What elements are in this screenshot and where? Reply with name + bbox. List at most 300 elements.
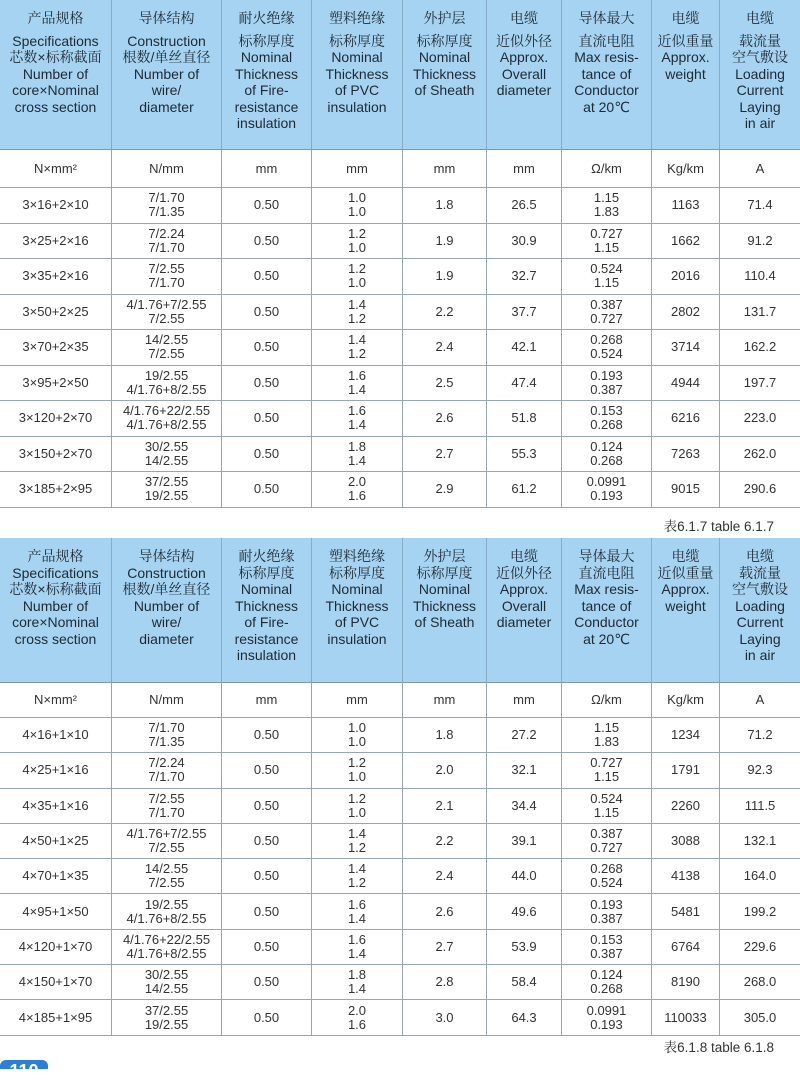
header-line: 近似重量: [657, 32, 714, 49]
row-5-resistance: [562, 330, 652, 366]
pvc-insulation-value: 1.0: [347, 275, 367, 291]
construction-value: 7/1.35: [148, 204, 185, 220]
pvc-insulation-value: 1.6: [347, 403, 367, 419]
row-7-weight: 6764: [652, 930, 720, 965]
row-1-weight: 1163: [652, 188, 720, 224]
construction-value: 7/2.55: [148, 346, 185, 362]
row-7-resistance: [562, 930, 652, 965]
pvc-insulation-value: 1.0: [347, 720, 367, 736]
row-2-weight: 1791: [652, 753, 720, 788]
header-weight: [652, 0, 720, 150]
header-line: 外护层: [423, 548, 466, 564]
header-line: 电缆: [510, 10, 538, 26]
resistance-value: 1.15: [593, 804, 620, 820]
header-pvc-insulation: [312, 0, 403, 150]
row-8-fire-insulation: 0.50: [222, 437, 312, 473]
resistance-value: 0.387: [590, 381, 623, 397]
resistance-value: 1.83: [593, 734, 620, 750]
resistance-value: 0.268: [590, 981, 623, 997]
row-4-pvc-insulation: [312, 295, 403, 331]
header-line: resistance: [234, 98, 299, 115]
pvc-insulation-value: 1.2: [347, 790, 367, 806]
row-3-construction: [112, 259, 222, 295]
resistance-value: 1.15: [593, 190, 620, 206]
row-3-sheath: 1.9: [403, 259, 487, 295]
construction-value: 30/2.55: [144, 967, 189, 983]
header-line: Loading: [735, 65, 785, 82]
resistance-value: 1.83: [593, 204, 620, 220]
header-line: weight: [665, 597, 706, 614]
header-line: of PVC: [334, 82, 380, 98]
row-4-current: 131.7: [720, 295, 800, 331]
unit-fire-insulation: mm: [222, 150, 312, 188]
header-line: Number of: [133, 65, 200, 82]
header-line: Thickness: [325, 65, 389, 82]
row-9-current: 305.0: [720, 1000, 800, 1035]
header-line: Nominal: [240, 49, 293, 65]
pvc-insulation-value: 1.2: [347, 875, 367, 891]
header-line: Nominal: [418, 581, 471, 597]
row-3-fire-insulation: 0.50: [222, 789, 312, 824]
row-8-current: 268.0: [720, 965, 800, 1000]
header-line: Max resis-: [574, 581, 639, 597]
resistance-value: 0.153: [590, 931, 623, 947]
header-line: Thickness: [412, 597, 477, 614]
header-line: Overall: [501, 65, 547, 82]
header-construction: [112, 0, 222, 150]
header-line: 电缆: [746, 10, 774, 26]
header-spec: [0, 538, 112, 683]
page-number: 110: [0, 1060, 48, 1069]
row-6-resistance: [562, 894, 652, 929]
construction-value: 4/1.76+22/2.55: [122, 931, 211, 947]
resistance-value: 0.193: [590, 896, 623, 912]
row-3-spec: 4×35+1×16: [0, 789, 112, 824]
row-3-weight: 2016: [652, 259, 720, 295]
resistance-value: 0.268: [590, 861, 623, 877]
header-fire-insulation: [222, 0, 312, 150]
row-2-current: 92.3: [720, 753, 800, 788]
construction-value: 4/1.76+7/2.55: [126, 296, 207, 312]
construction-value: 4/1.76+22/2.55: [122, 403, 211, 419]
header-line: 空气敷设: [732, 581, 788, 597]
pvc-insulation-value: 1.6: [347, 896, 367, 912]
header-line: cross section: [14, 98, 97, 115]
resistance-value: 0.727: [590, 755, 623, 771]
pvc-insulation-value: 1.2: [347, 840, 367, 856]
header-line: diameter: [496, 614, 552, 630]
header-current: [720, 0, 800, 150]
unit-sheath: mm: [403, 150, 487, 188]
row-3-weight: 2260: [652, 789, 720, 824]
row-7-diameter: 51.8: [487, 401, 562, 437]
row-9-resistance: [562, 1000, 652, 1035]
pvc-insulation-value: 1.2: [347, 346, 367, 362]
construction-value: 7/2.24: [148, 755, 185, 771]
construction-value: 4/1.76+8/2.55: [126, 381, 207, 397]
header-line: weight: [665, 65, 706, 82]
row-3-construction: [112, 789, 222, 824]
header-line: 产品规格: [27, 548, 84, 564]
row-9-spec: 3×185+2×95: [0, 472, 112, 508]
row-4-sheath: 2.2: [403, 295, 487, 331]
header-line: Specifications: [12, 32, 99, 49]
row-3-diameter: 32.7: [487, 259, 562, 295]
header-line: 直流电阻: [578, 32, 635, 49]
row-8-diameter: 55.3: [487, 437, 562, 473]
pvc-insulation-value: 1.2: [347, 261, 367, 277]
pvc-insulation-value: 1.6: [347, 1016, 367, 1032]
row-5-current: 164.0: [720, 859, 800, 894]
resistance-value: 0.387: [590, 910, 623, 926]
construction-value: 7/1.35: [148, 734, 185, 750]
header-spec: [0, 0, 112, 150]
header-line: of PVC: [334, 614, 380, 630]
pvc-insulation-value: 1.0: [347, 804, 367, 820]
row-7-spec: 4×120+1×70: [0, 930, 112, 965]
header-line: 电缆: [671, 10, 700, 26]
resistance-value: 0.0991: [586, 474, 627, 490]
construction-value: 14/2.55: [144, 332, 189, 348]
row-2-spec: 4×25+1×16: [0, 753, 112, 788]
row-4-sheath: 2.2: [403, 824, 487, 859]
pvc-insulation-value: 1.4: [347, 381, 367, 397]
row-7-diameter: 53.9: [487, 930, 562, 965]
row-1-resistance: [562, 188, 652, 224]
row-9-fire-insulation: 0.50: [222, 1000, 312, 1035]
header-line: tance of: [581, 65, 632, 82]
row-5-pvc-insulation: [312, 330, 403, 366]
row-7-fire-insulation: 0.50: [222, 930, 312, 965]
row-1-pvc-insulation: [312, 188, 403, 224]
row-1-spec: 3×16+2×10: [0, 188, 112, 224]
row-1-resistance: [562, 718, 652, 753]
row-4-fire-insulation: 0.50: [222, 295, 312, 331]
row-6-fire-insulation: 0.50: [222, 366, 312, 402]
row-2-fire-insulation: 0.50: [222, 224, 312, 260]
resistance-value: 0.193: [590, 488, 623, 504]
header-line: 导体结构: [138, 10, 195, 26]
pvc-insulation-value: 1.4: [347, 910, 367, 926]
header-line: Number of: [22, 597, 89, 614]
header-line: insulation: [236, 647, 297, 663]
row-1-spec: 4×16+1×10: [0, 718, 112, 753]
resistance-value: 0.524: [590, 875, 623, 891]
row-6-sheath: 2.5: [403, 366, 487, 402]
row-6-pvc-insulation: [312, 894, 403, 929]
construction-value: 7/1.70: [148, 239, 185, 255]
header-line: 标称厚度: [238, 32, 295, 49]
row-4-spec: 3×50+2×25: [0, 295, 112, 331]
resistance-value: 0.193: [590, 1016, 623, 1032]
resistance-value: 0.387: [590, 296, 623, 312]
header-line: Current: [736, 614, 784, 630]
row-1-pvc-insulation: [312, 718, 403, 753]
unit-weight: Kg/km: [652, 683, 720, 718]
header-resistance: [562, 538, 652, 683]
pvc-insulation-value: 1.0: [347, 239, 367, 255]
row-8-fire-insulation: 0.50: [222, 965, 312, 1000]
row-6-construction: [112, 894, 222, 929]
table-caption-6-1-7: 表6.1.7 table 6.1.7: [663, 519, 774, 534]
row-7-fire-insulation: 0.50: [222, 401, 312, 437]
pvc-insulation-value: 1.4: [347, 861, 367, 877]
header-line: in air: [744, 115, 776, 131]
row-5-sheath: 2.4: [403, 330, 487, 366]
row-7-construction: [112, 930, 222, 965]
header-line: 载流量: [739, 32, 781, 49]
unit-pvc-insulation: mm: [312, 150, 403, 188]
construction-value: 7/2.55: [148, 840, 185, 856]
row-3-current: 110.4: [720, 259, 800, 295]
row-6-spec: 4×95+1×50: [0, 894, 112, 929]
row-9-weight: 110033: [652, 1000, 720, 1035]
table-caption-6-1-8: 表6.1.8 table 6.1.8: [663, 1040, 774, 1055]
resistance-value: 0.727: [590, 840, 623, 856]
row-2-sheath: 1.9: [403, 224, 487, 260]
construction-value: 14/2.55: [144, 861, 189, 877]
resistance-value: 0.0991: [586, 1002, 627, 1018]
construction-value: 7/1.70: [148, 720, 185, 736]
header-line: 耐火绝缘: [238, 10, 295, 26]
pvc-insulation-value: 1.4: [347, 332, 367, 348]
row-5-diameter: 42.1: [487, 330, 562, 366]
row-4-diameter: 39.1: [487, 824, 562, 859]
construction-value: 19/2.55: [144, 1016, 189, 1032]
header-line: Nominal: [418, 49, 471, 65]
pvc-insulation-value: 2.0: [347, 474, 367, 490]
header-line: 空气敷设: [732, 49, 788, 65]
row-7-pvc-insulation: [312, 930, 403, 965]
header-line: of Fire-: [244, 614, 289, 630]
row-6-fire-insulation: 0.50: [222, 894, 312, 929]
header-line: Thickness: [325, 597, 389, 614]
row-6-spec: 3×95+2×50: [0, 366, 112, 402]
row-8-pvc-insulation: [312, 437, 403, 473]
table-6-1-8: [0, 538, 800, 1036]
header-line: Nominal: [240, 581, 293, 597]
row-6-pvc-insulation: [312, 366, 403, 402]
row-3-resistance: [562, 789, 652, 824]
header-fire-insulation: [222, 538, 312, 683]
row-3-pvc-insulation: [312, 259, 403, 295]
row-4-resistance: [562, 824, 652, 859]
header-line: Laying: [739, 98, 781, 115]
resistance-value: 0.387: [590, 826, 623, 842]
header-line: diameter: [139, 98, 194, 115]
row-3-resistance: [562, 259, 652, 295]
row-5-construction: [112, 859, 222, 894]
resistance-value: 1.15: [593, 239, 620, 255]
header-line: 近似外径: [496, 564, 552, 581]
row-6-weight: 4944: [652, 366, 720, 402]
row-8-pvc-insulation: [312, 965, 403, 1000]
unit-pvc-insulation: mm: [312, 683, 403, 718]
header-line: Thickness: [412, 65, 477, 82]
header-line: 导体结构: [138, 548, 195, 564]
row-5-resistance: [562, 859, 652, 894]
row-5-fire-insulation: 0.50: [222, 330, 312, 366]
row-7-pvc-insulation: [312, 401, 403, 437]
resistance-value: 0.268: [590, 332, 623, 348]
row-3-sheath: 2.1: [403, 789, 487, 824]
construction-value: 7/2.55: [148, 875, 185, 891]
construction-value: 7/2.55: [148, 261, 185, 277]
header-line: Number of: [133, 597, 200, 614]
unit-weight: Kg/km: [652, 150, 720, 188]
header-line: Construction: [127, 32, 206, 49]
unit-sheath: mm: [403, 683, 487, 718]
header-line: 电缆: [671, 548, 700, 564]
row-2-resistance: [562, 224, 652, 260]
header-line: of Sheath: [414, 82, 475, 98]
unit-current: A: [720, 683, 800, 718]
pvc-insulation-value: 1.2: [347, 310, 367, 326]
row-4-diameter: 37.7: [487, 295, 562, 331]
row-7-current: 223.0: [720, 401, 800, 437]
row-1-fire-insulation: 0.50: [222, 188, 312, 224]
header-line: 近似外径: [496, 32, 552, 49]
row-7-sheath: 2.7: [403, 930, 487, 965]
header-line: Thickness: [234, 597, 299, 614]
construction-value: 14/2.55: [144, 981, 189, 997]
row-4-weight: 2802: [652, 295, 720, 331]
row-9-pvc-insulation: [312, 472, 403, 508]
header-sheath: [403, 0, 487, 150]
construction-value: 7/2.55: [148, 310, 185, 326]
header-line: tance of: [581, 597, 632, 614]
row-9-diameter: 61.2: [487, 472, 562, 508]
row-6-current: 199.2: [720, 894, 800, 929]
header-line: Number of: [22, 65, 89, 82]
row-1-construction: [112, 718, 222, 753]
row-4-pvc-insulation: [312, 824, 403, 859]
pvc-insulation-value: 1.6: [347, 488, 367, 504]
row-5-construction: [112, 330, 222, 366]
pvc-insulation-value: 1.4: [347, 826, 367, 842]
header-line: insulation: [236, 115, 297, 131]
row-9-sheath: 2.9: [403, 472, 487, 508]
header-line: Current: [736, 82, 784, 98]
row-1-sheath: 1.8: [403, 718, 487, 753]
header-line: Approx.: [661, 581, 710, 597]
unit-diameter: mm: [487, 683, 562, 718]
header-weight: [652, 538, 720, 683]
row-3-spec: 3×35+2×16: [0, 259, 112, 295]
header-line: at 20℃: [583, 630, 630, 647]
unit-current: A: [720, 150, 800, 188]
row-4-fire-insulation: 0.50: [222, 824, 312, 859]
construction-value: 7/2.24: [148, 225, 185, 241]
row-7-resistance: [562, 401, 652, 437]
row-6-resistance: [562, 366, 652, 402]
pvc-insulation-value: 1.6: [347, 931, 367, 947]
header-line: wire/: [151, 614, 182, 630]
unit-resistance: Ω/km: [562, 683, 652, 718]
row-2-sheath: 2.0: [403, 753, 487, 788]
header-line: core×Nominal: [12, 82, 99, 98]
resistance-value: 1.15: [593, 769, 620, 785]
resistance-value: 0.727: [590, 310, 623, 326]
resistance-value: 0.524: [590, 790, 623, 806]
header-line: in air: [744, 647, 776, 663]
row-2-spec: 3×25+2×16: [0, 224, 112, 260]
header-line: 芯数×标称截面: [9, 581, 102, 597]
header-line: 根数/单丝直径: [122, 581, 211, 597]
construction-value: 7/1.70: [148, 275, 185, 291]
row-8-resistance: [562, 965, 652, 1000]
row-8-diameter: 58.4: [487, 965, 562, 1000]
header-line: of Fire-: [244, 82, 289, 98]
row-9-pvc-insulation: [312, 1000, 403, 1035]
pvc-insulation-value: 1.8: [347, 967, 367, 983]
unit-spec: N×mm²: [0, 683, 112, 718]
construction-value: 4/1.76+7/2.55: [126, 826, 207, 842]
resistance-value: 0.193: [590, 367, 623, 383]
row-1-construction: [112, 188, 222, 224]
header-line: Nominal: [331, 49, 383, 65]
resistance-value: 0.727: [590, 225, 623, 241]
construction-value: 19/2.55: [144, 488, 189, 504]
row-9-current: 290.6: [720, 472, 800, 508]
row-7-current: 229.6: [720, 930, 800, 965]
row-9-spec: 4×185+1×95: [0, 1000, 112, 1035]
row-7-weight: 6216: [652, 401, 720, 437]
row-3-fire-insulation: 0.50: [222, 259, 312, 295]
header-line: 塑料绝缘: [329, 10, 385, 26]
pvc-insulation-value: 1.0: [347, 769, 367, 785]
header-line: Conductor: [574, 82, 639, 98]
row-1-diameter: 26.5: [487, 188, 562, 224]
row-2-fire-insulation: 0.50: [222, 753, 312, 788]
header-line: Specifications: [12, 564, 99, 581]
header-line: 载流量: [739, 564, 781, 581]
row-6-construction: [112, 366, 222, 402]
unit-diameter: mm: [487, 150, 562, 188]
construction-value: 7/1.70: [148, 804, 185, 820]
row-1-current: 71.2: [720, 718, 800, 753]
row-8-current: 262.0: [720, 437, 800, 473]
header-line: 电缆: [746, 548, 774, 564]
pvc-insulation-value: 1.8: [347, 438, 367, 454]
header-line: insulation: [327, 630, 387, 647]
unit-construction: N/mm: [112, 683, 222, 718]
row-5-spec: 4×70+1×35: [0, 859, 112, 894]
header-line: cross section: [14, 630, 97, 647]
row-3-current: 111.5: [720, 789, 800, 824]
row-3-pvc-insulation: [312, 789, 403, 824]
unit-resistance: Ω/km: [562, 150, 652, 188]
header-line: Nominal: [331, 581, 383, 597]
row-6-diameter: 49.6: [487, 894, 562, 929]
construction-value: 7/1.70: [148, 769, 185, 785]
header-line: 塑料绝缘: [329, 548, 385, 564]
row-3-diameter: 34.4: [487, 789, 562, 824]
header-line: at 20℃: [583, 98, 630, 115]
row-6-sheath: 2.6: [403, 894, 487, 929]
row-1-weight: 1234: [652, 718, 720, 753]
header-line: 标称厚度: [416, 564, 473, 581]
header-sheath: [403, 538, 487, 683]
header-line: of Sheath: [414, 614, 475, 630]
construction-value: 4/1.76+8/2.55: [126, 417, 207, 433]
pvc-insulation-value: 1.0: [347, 734, 367, 750]
pvc-insulation-value: 1.4: [347, 296, 367, 312]
header-current: [720, 538, 800, 683]
header-line: 导体最大: [578, 10, 635, 26]
header-line: Overall: [501, 597, 547, 614]
row-8-sheath: 2.8: [403, 965, 487, 1000]
